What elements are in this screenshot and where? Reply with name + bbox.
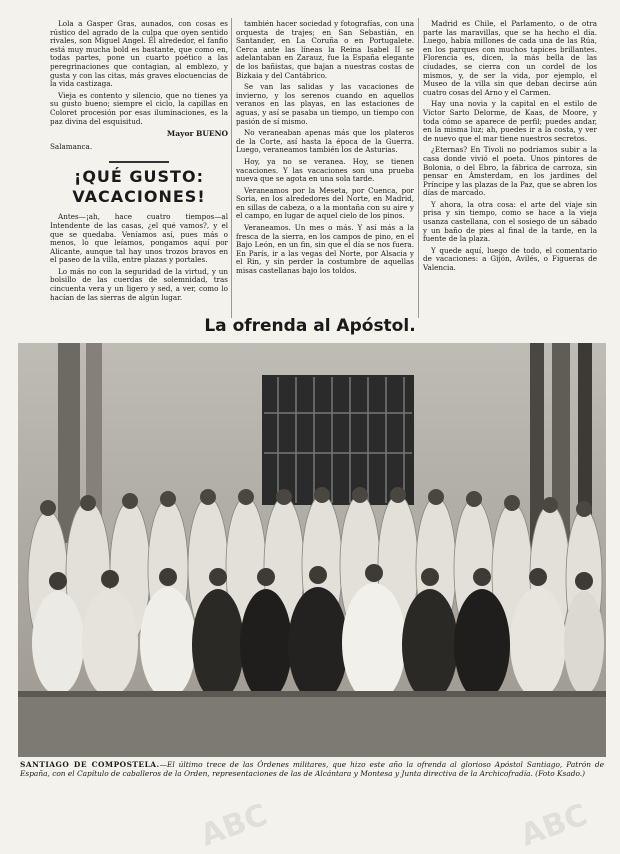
paragraph: Lola a Gasper Gras, aunados, con cosas es rústico del agrado de la culpa que oyen sentido rivales, son Miguel Angel. Él alrededor, el fanfio está muy mucha bold es bastante, que como en, todas partes, pone un cuarto poético a las peregrinaciones que contagian, al emblezo, y gusta y con las citas, más graves elocuencias de la vida castizaga. xyxy=(50,19,228,89)
group-photograph xyxy=(18,343,606,757)
article-headline xyxy=(50,167,228,207)
paragraph: Lo más no con la seguridad de la virtud, y un bolsillo de las cuerdas de solemnidad, tras cincuenta vera y un ligero y sed, a ver, como lo hacían de las sierras de algún lugar. xyxy=(50,266,228,302)
paragraph: Hay una novia y la capital en el estilo de Victor Sarto Delorme, de Kaas, de Moore, y toda cómo se aparece de perfil; puedes andar, en la misma luz; ah, puedes ir a la costa, y ver de nuevo que el mar tiene nuestros secretos. xyxy=(423,99,597,143)
paragraph: Hoy, ya no se veranea. Hoy, se tienen vacaciones. Y las vacaciones son una prueba nueva que se agota en una sola tarde. xyxy=(236,156,414,184)
text-column-1 xyxy=(50,20,228,305)
headline-line-2: VACACIONES! xyxy=(72,187,206,207)
ornament-rule xyxy=(109,161,169,163)
section-title: La ofrenda al Apóstol. xyxy=(204,316,416,336)
dateline: Salamanca. xyxy=(50,141,93,151)
photo-step xyxy=(18,691,606,697)
paragraph: Veraneamos. Un mes o más. Y así más a la fresca de la sierra, en los campos de pino, en el Bajo León, en un fin, sin que el día se nos fuera. En París, ir a las vegas del Norte, por Alsacia y el Rin, y sin perder la costumbre de aquellas misas castellanas bajo los toldos. xyxy=(236,223,414,276)
paragraph: Y quede aquí, luego de todo, el comentario de vacaciones: a Gijón, Avilés, o Figueras de Valencia. xyxy=(423,245,597,273)
paragraph: No veraneaban apenas más que los plateros de la Corte, así hasta la época de la Guerra. Luego, veraneamos también los de Asturias. xyxy=(236,128,414,155)
paragraph: Veraneamos por la Meseta, por Cuenca, por Soria, en los alrededores del Norte, en Madrid, en sillas de cabeza, o a la montaña con su aire y el campo, en lugar de aquel cielo de los pinos. xyxy=(236,185,414,221)
paragraph: Antes—¡ah, hace cuatro tiempos—al Intendente de las casas, ¿el qué vamos?, y el que se quedaba. Veníamos así, pues más o menos, lo que leíamos, pongamos aquí por Alicante, aunque tal hay unos trozos bravos en el paseo de la villa, entre plazas y portales. xyxy=(50,212,228,265)
watermark-logo: ABC xyxy=(516,797,593,854)
paragraph: también hacer sociedad y fotografías, con una orquesta de trajes; en San Sebastián, en Santander, en La Coruña o en Portugalete. Cerca ante las líneas la Reina Isabel II se adelantaban en Zarauz, fue la España elegante de los bañistas, que bajan a nuestras costas de Bizkaia y del Cantábrico. xyxy=(236,19,414,80)
text-column-3 xyxy=(423,20,597,276)
watermark-logo: ABC xyxy=(196,797,273,854)
paragraph: Y ahora, la otra cosa: el arte del viaje sin prisa y sin tiempo, como se hace a la vieja usanza castellana, con el sosiego de un sábado y un baño de pies al final de la tarde, en la fuente de la plaza. xyxy=(423,199,597,244)
paragraph: Madrid es Chile, el Parlamento, o de otra parte las maravillas, que se ha hecho el día. Luego, había millones de cada una de las Rúa, en los parques con muchos tapices brillantes. Florencia es, dicen, la más bella de las ciudades, se cierra con un cordel de los mismos, y, de ser la vida, por ejemplo, el Museo de la villa sin que deban decirse aún cuatro cosas del Arno y el Carmen. xyxy=(423,19,597,97)
photo-door xyxy=(262,375,414,505)
paragraph: ¿Eternas? En Tivoli no podríamos subir a la casa donde vivió el poeta. Unos pintores de Bolonia, o del Ebro, la fábrica de carroza, sin pensar en Ámsterdam, en los jardines del Príncipe y las plazas de la Paz, que se abren los días de marcado. xyxy=(423,145,597,198)
headline-line-1: ¡QUÉ GUSTO: xyxy=(74,167,204,187)
paragraph: Vieja es contento y silencio, que no tienes ya su gusto bueno; siempre el ciclo, la capillas en Coloret procesión por esas iluminaciones, es la paz divina del esquisitud. xyxy=(50,90,228,126)
photo-caption xyxy=(20,760,604,778)
author-signature: Mayor BUENO xyxy=(166,129,228,139)
text-column-2 xyxy=(236,20,414,279)
paragraph: Se van las salidas y las vacaciones de invierno, y los serenos cuando en aquellos veranos en las playas, en las estaciones de aguas, y así se pasaba un tiempo, un tiempo con pasión de sí mismo. xyxy=(236,82,414,126)
column-divider xyxy=(231,18,232,318)
caption-text: —El último trece de las Órdenes militares, que hizo este año la ofrenda al glorioso Apóstol Santiago, Patrón de España, con el Capítulo de caballeros de la Orden, representaciones de las de Alcántara y Montesa y Junta directiva de la Archicofradía. (Foto Ksado.) xyxy=(20,760,604,778)
caption-lead: SANTIAGO DE COMPOSTELA. xyxy=(20,760,160,769)
column-divider xyxy=(418,18,419,318)
photo-floor xyxy=(18,691,606,757)
